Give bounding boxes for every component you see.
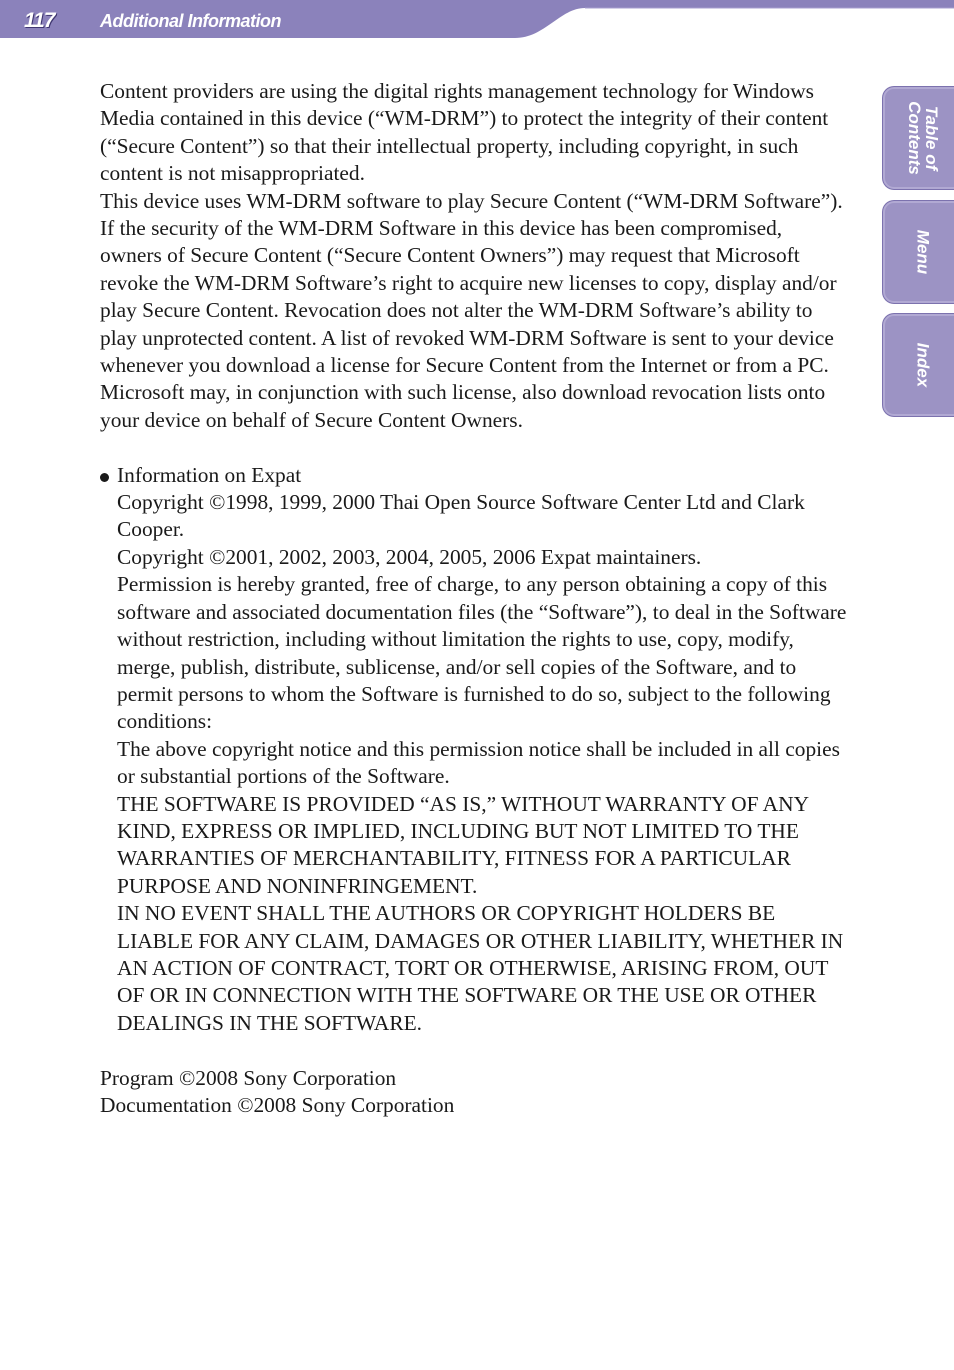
expat-heading: Information on Expat xyxy=(117,462,302,487)
expat-copyright-2: Copyright ©2001, 2002, 2003, 2004, 2005, 2006 Expat maintainers. xyxy=(117,544,702,569)
tab-menu[interactable] xyxy=(882,200,954,304)
documentation-copyright: Documentation ©2008 Sony Corporation xyxy=(100,1093,455,1117)
spacer xyxy=(100,434,848,461)
expat-section xyxy=(100,462,848,1038)
spacer xyxy=(100,1037,848,1064)
expat-liability: IN NO EVENT SHALL THE AUTHORS OR COPYRIGHT HOLDERS BE LIABLE FOR ANY CLAIM, DAMAGES OR OTHER LIABILITY, WHETHER IN AN ACTION OF CONTRACT, TORT OR OTHERWISE, ARISING FROM, OUT OF OR IN CONNECTION WITH THE SOFTWARE OR THE USE OR OTHER DEALINGS IN THE SOFTWARE. xyxy=(117,901,844,1035)
page-number: 117 xyxy=(24,9,55,32)
expat-copyright-1: Copyright ©1998, 1999, 2000 Thai Open Source Software Center Ltd and Clark Cooper. xyxy=(117,490,805,542)
tab-table-of-contents[interactable] xyxy=(882,86,954,190)
drm-paragraph-2: This device uses WM-DRM software to play Secure Content (“WM-DRM Software”). If the security of the WM-DRM Software in this device has been compromised, owners of Secure Content (“Secure Content Owners”) may request that Microsoft revoke the WM-DRM Software’s right to acquire new licenses to copy, display and/or play Secure Content. Revocation does not alter the WM-DRM Software’s ability to play unprotected content. A list of revoked WM-DRM Software is sent to your device whenever you download a license for Secure Content from the Internet or from a PC. Microsoft may, in conjunction with such license, also download revocation lists onto your device on behalf of Secure Content Owners. xyxy=(100,188,843,432)
page-content xyxy=(100,78,848,1119)
tab-index-label: Index xyxy=(913,342,933,388)
drm-paragraph-1: Content providers are using the digital rights management technology for Windows Media contained in this device (“WM-DRM”) to protect the integrity of their content (“Secure Content”) so that their intellectual property, including copyright, in such content is not misappropriated. xyxy=(100,79,829,186)
tab-table-of-contents-label: Table of Contents xyxy=(905,101,941,175)
expat-notice: The above copyright notice and this permission notice shall be included in all copies or substantial portions of the Software. xyxy=(117,736,840,789)
tab-menu-label: Menu xyxy=(913,229,933,275)
bullet-icon xyxy=(100,473,109,482)
page-header xyxy=(0,0,954,40)
expat-warranty: THE SOFTWARE IS PROVIDED “AS IS,” WITHOUT WARRANTY OF ANY KIND, EXPRESS OR IMPLIED, INCLUDING BUT NOT LIMITED TO THE WARRANTIES OF MERCHANTABILITY, FITNESS FOR A PARTICULAR PURPOSE AND NONINFRINGEMENT. xyxy=(117,791,809,898)
program-copyright: Program ©2008 Sony Corporation xyxy=(100,1065,397,1090)
tab-index[interactable] xyxy=(882,313,954,417)
expat-permission: Permission is hereby granted, free of charge, to any person obtaining a copy of this software and associated documentation files (the “Software”), to deal in the Software without restriction, including without limitation the rights to use, copy, modify, merge, publish, distribute, sublicense, and/or sell copies of the Software, and to permit persons to whom the Software is furnished to do so, subject to the following conditions: xyxy=(117,572,847,734)
section-title: Additional Information xyxy=(100,11,281,31)
